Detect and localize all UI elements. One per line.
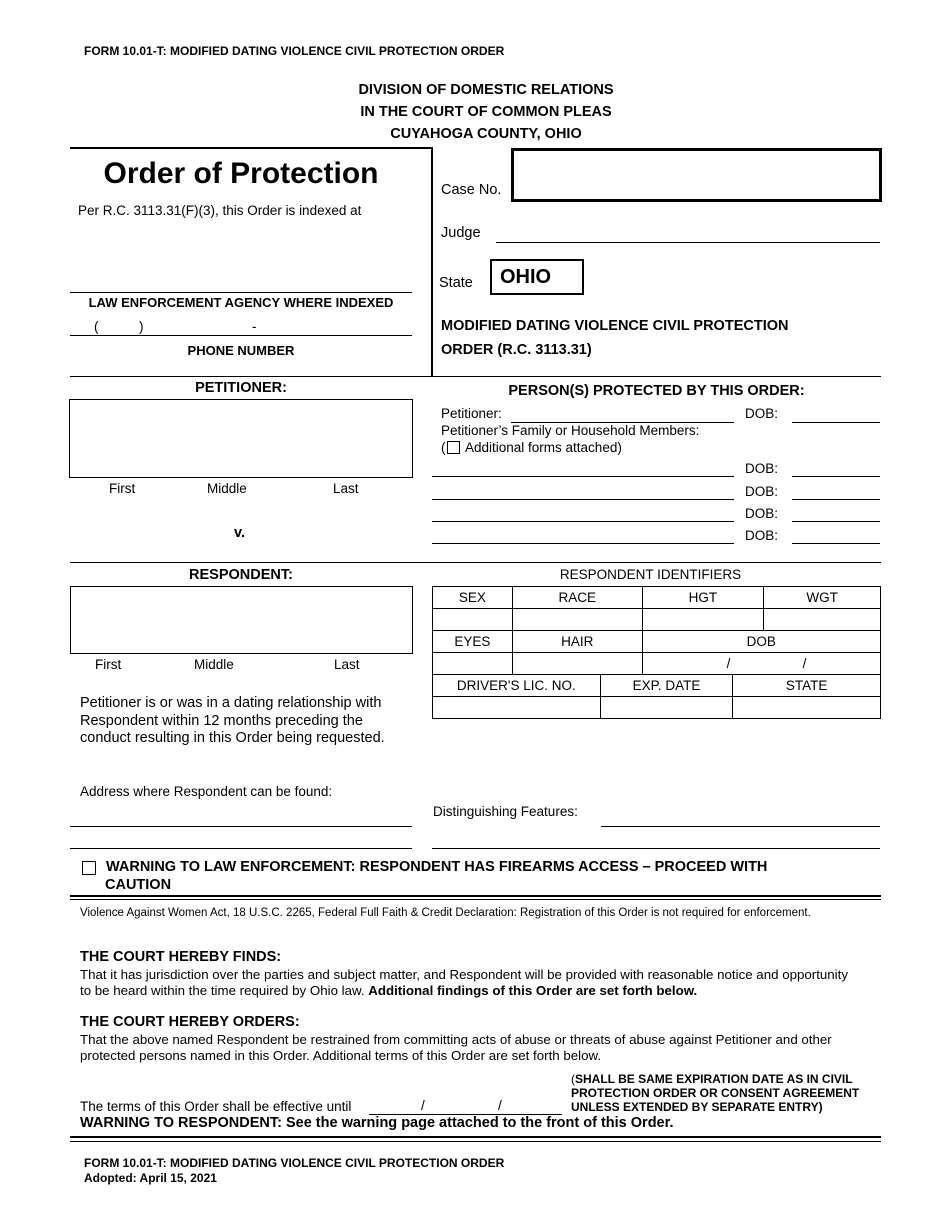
dob-header: DOB xyxy=(642,631,880,653)
identifiers-table-top xyxy=(432,586,881,675)
sex-field[interactable] xyxy=(433,609,513,631)
expiration-note-line2: PROTECTION ORDER OR CONSENT AGREEMENT xyxy=(571,1086,860,1100)
protected-heading: PERSON(S) PROTECTED BY THIS ORDER: xyxy=(508,383,805,399)
phone-line[interactable] xyxy=(70,335,412,336)
judge-field[interactable] xyxy=(496,242,880,243)
order-type-line1: MODIFIED DATING VIOLENCE CIVIL PROTECTION xyxy=(441,318,789,334)
hair-field[interactable] xyxy=(512,653,642,675)
petitioner-name-box[interactable] xyxy=(69,399,413,478)
identifiers-value-row xyxy=(433,697,881,719)
phone-open-paren: ( xyxy=(94,319,99,334)
court-division: DIVISION OF DOMESTIC RELATIONS xyxy=(358,82,614,98)
identifiers-heading: RESPONDENT IDENTIFIERS xyxy=(559,567,742,582)
expiration-note-line1: SHALL BE SAME EXPIRATION DATE AS IN CIVIL xyxy=(575,1072,853,1086)
family-dob-field[interactable] xyxy=(792,521,880,522)
height-field[interactable] xyxy=(642,609,764,631)
respondent-middle-label: Middle xyxy=(194,657,234,672)
section-rule-2 xyxy=(70,562,881,563)
effective-date-slash: / xyxy=(498,1098,502,1113)
respondent-first-label: First xyxy=(95,657,122,672)
family-members-label: Petitioner’s Family or Household Members: xyxy=(441,423,700,438)
family-member-field[interactable] xyxy=(432,521,734,522)
petitioner-first-label: First xyxy=(109,481,136,496)
orders-text: That the above named Respondent be restrained from committing acts of abuse or threats of abuse against Petitioner and other protected persons named in this Order. Additional terms of this Order are set forth below. xyxy=(80,1032,832,1063)
respondent-last-label: Last xyxy=(334,657,360,672)
license-state-field[interactable] xyxy=(733,697,881,719)
family-dob-field[interactable] xyxy=(792,499,880,500)
address-label: Address where Respondent can be found: xyxy=(80,784,333,799)
additional-forms-checkbox[interactable] xyxy=(447,441,460,454)
effective-date-slash: / xyxy=(421,1098,425,1113)
protected-petitioner-dob-label: DOB: xyxy=(745,406,779,421)
findings-body: That it has jurisdiction over the parties and subject matter, and Respondent will be provided with reasonable notice and opportunity to be heard within the time required by Ohio law. xyxy=(80,967,848,998)
family-dob-label: DOB: xyxy=(745,506,779,521)
exp-date-header: EXP. DATE xyxy=(600,675,733,697)
identifiers-value-row xyxy=(433,609,881,631)
footer-adopted: Adopted: April 15, 2021 xyxy=(84,1171,217,1185)
versus-label: v. xyxy=(234,525,246,541)
family-dob-field[interactable] xyxy=(792,543,880,544)
expiration-note xyxy=(571,1072,853,1086)
double-rule-top xyxy=(70,899,881,900)
expiration-note-line3: UNLESS EXTENDED BY SEPARATE ENTRY) xyxy=(571,1100,823,1114)
identifiers-value-row xyxy=(433,653,881,675)
family-member-field[interactable] xyxy=(432,543,734,544)
phone-dash: - xyxy=(252,319,257,334)
section-rule-1 xyxy=(70,376,881,377)
race-field[interactable] xyxy=(512,609,642,631)
respondent-name-box[interactable] xyxy=(70,586,413,654)
indexed-note: Per R.C. 3113.31(F)(3), this Order is indexed at xyxy=(78,203,362,218)
race-header: RACE xyxy=(512,587,642,609)
order-title: Order of Protection xyxy=(103,157,379,190)
respondent-heading: RESPONDENT: xyxy=(189,567,293,583)
protected-petitioner-dob-field[interactable] xyxy=(792,422,880,423)
court-name: IN THE COURT OF COMMON PLEAS xyxy=(360,104,612,120)
eyes-field[interactable] xyxy=(433,653,513,675)
respondent-warning: WARNING TO RESPONDENT: See the warning page attached to the front of this Order. xyxy=(80,1115,674,1131)
family-dob-label: DOB: xyxy=(745,528,779,543)
form-header: FORM 10.01-T: MODIFIED DATING VIOLENCE CIVIL PROTECTION ORDER xyxy=(84,44,505,58)
footer-form-name: FORM 10.01-T: MODIFIED DATING VIOLENCE CIVIL PROTECTION ORDER xyxy=(84,1156,505,1170)
weight-header: WGT xyxy=(764,587,881,609)
firearms-warning-line2: CAUTION xyxy=(105,877,172,893)
identifiers-table-bottom xyxy=(432,675,881,719)
state-value: OHIO xyxy=(500,266,552,288)
vawa-declaration: Violence Against Women Act, 18 U.S.C. 2265, Federal Full Faith & Credit Declaration: Registration of this Order is not required for enforcement. xyxy=(80,907,811,919)
expiration-note-paren: ( xyxy=(571,1072,575,1086)
family-member-field[interactable] xyxy=(432,476,734,477)
dob-slash: / xyxy=(802,656,807,671)
address-line[interactable] xyxy=(70,826,412,827)
agency-line[interactable] xyxy=(70,292,412,293)
distinguishing-features-field[interactable] xyxy=(601,826,880,827)
distinguishing-features-field[interactable] xyxy=(432,848,880,849)
order-type-line2: ORDER (R.C. 3113.31) xyxy=(441,342,592,358)
findings-text xyxy=(80,967,850,999)
judge-label: Judge xyxy=(441,225,481,241)
orders-heading: THE COURT HEREBY ORDERS: xyxy=(80,1014,300,1030)
petitioner-middle-label: Middle xyxy=(207,481,247,496)
findings-bold: Additional findings of this Order are set forth below. xyxy=(368,983,698,998)
license-state-header: STATE xyxy=(733,675,881,697)
drivers-license-field[interactable] xyxy=(433,697,601,719)
drivers-license-header: DRIVER'S LIC. NO. xyxy=(433,675,601,697)
effective-until-label: The terms of this Order shall be effective until xyxy=(80,1099,352,1114)
case-no-label: Case No. xyxy=(441,182,502,198)
firearms-warning-line1: WARNING TO LAW ENFORCEMENT: RESPONDENT HAS FIREARMS ACCESS – PROCEED WITH xyxy=(106,859,768,875)
phone-close-paren: ) xyxy=(139,319,144,334)
top-rule-left xyxy=(70,147,432,149)
family-dob-field[interactable] xyxy=(792,476,880,477)
eyes-header: EYES xyxy=(433,631,513,653)
protected-petitioner-label: Petitioner: xyxy=(441,406,502,421)
identifiers-header-row xyxy=(433,631,881,653)
height-header: HGT xyxy=(642,587,764,609)
findings-heading: THE COURT HEREBY FINDS: xyxy=(80,949,282,965)
double-rule-bottom xyxy=(70,1136,881,1138)
family-member-field[interactable] xyxy=(432,499,734,500)
court-county: CUYAHOGA COUNTY, OHIO xyxy=(390,126,582,142)
sex-header: SEX xyxy=(433,587,513,609)
center-divider xyxy=(431,147,433,376)
distinguishing-features-label: Distinguishing Features: xyxy=(433,804,578,819)
address-line[interactable] xyxy=(70,848,412,849)
firearms-warning-checkbox[interactable] xyxy=(82,861,96,875)
state-label: State xyxy=(439,275,473,291)
dob-field[interactable] xyxy=(642,653,880,675)
relationship-statement: Petitioner is or was in a dating relationship with Respondent within 12 months preceding the conduct resulting in this Order being requested. xyxy=(80,695,385,746)
dob-slash: / xyxy=(726,656,731,671)
double-rule-bottom xyxy=(70,1141,881,1142)
double-rule-top xyxy=(70,895,881,897)
hair-header: HAIR xyxy=(512,631,642,653)
family-dob-label: DOB: xyxy=(745,484,779,499)
additional-open-paren: ( xyxy=(441,440,446,455)
identifiers-header-row xyxy=(433,675,881,697)
additional-forms-label: Additional forms attached) xyxy=(465,440,622,455)
case-no-field[interactable] xyxy=(511,148,882,202)
petitioner-last-label: Last xyxy=(333,481,359,496)
family-dob-label: DOB: xyxy=(745,461,779,476)
identifiers-header-row xyxy=(433,587,881,609)
phone-label: PHONE NUMBER xyxy=(187,343,295,358)
agency-label: LAW ENFORCEMENT AGENCY WHERE INDEXED xyxy=(88,295,394,310)
exp-date-field[interactable] xyxy=(600,697,733,719)
weight-field[interactable] xyxy=(764,609,881,631)
petitioner-heading: PETITIONER: xyxy=(195,380,287,396)
